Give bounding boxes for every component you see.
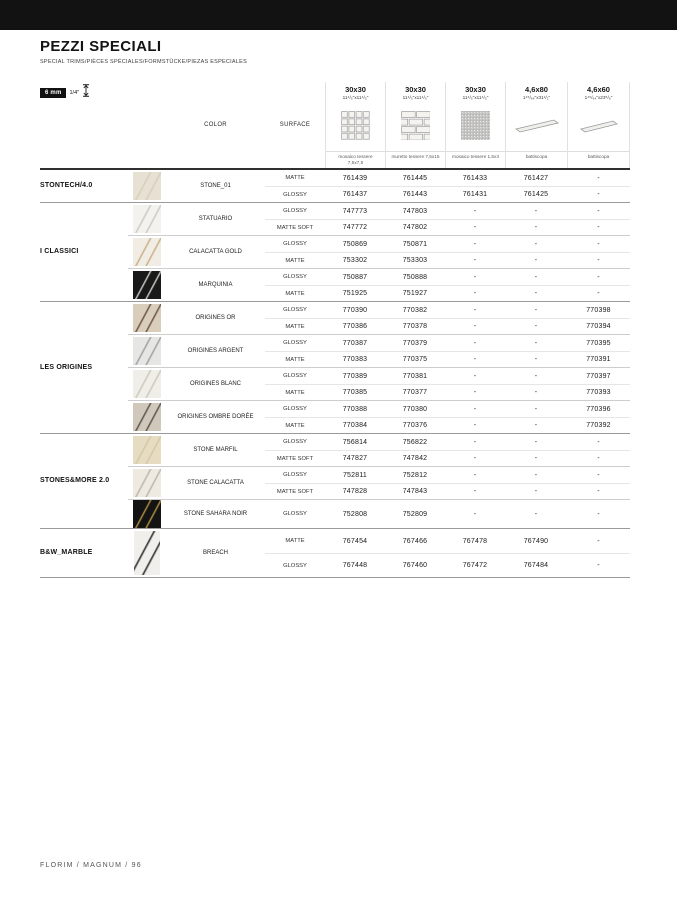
product-row bbox=[265, 219, 630, 235]
color-rows bbox=[265, 203, 630, 235]
code-cell: - bbox=[473, 257, 477, 264]
color-swatch bbox=[133, 238, 161, 266]
size-inches-label: 1⁴⁵/₆₄"x31¹/₂" bbox=[522, 95, 551, 100]
product-desc-label: mosaico tessere 1,5x3 bbox=[446, 151, 505, 168]
code-cell: 752809 bbox=[402, 510, 428, 518]
code-cell: - bbox=[534, 207, 538, 215]
code-cell: - bbox=[597, 207, 600, 215]
code-cell: 752811 bbox=[342, 471, 368, 479]
code-cell: 770392 bbox=[586, 422, 611, 429]
color-swatch bbox=[133, 205, 161, 233]
code-cell: - bbox=[597, 174, 600, 182]
series-group bbox=[40, 170, 630, 202]
color-block bbox=[128, 367, 630, 400]
product-row bbox=[265, 186, 630, 202]
swatch-cell bbox=[128, 337, 166, 365]
product-desc-label: mosaico tessere 7,5x7,5 bbox=[326, 151, 385, 168]
surface-cell: MATTE bbox=[285, 389, 305, 396]
code-cell: 770381 bbox=[402, 372, 428, 380]
code-cell: - bbox=[534, 323, 538, 330]
product-row bbox=[265, 170, 630, 186]
series-colors bbox=[128, 529, 630, 577]
code-cell: 767454 bbox=[342, 537, 368, 545]
color-block bbox=[128, 334, 630, 367]
code-cell: - bbox=[473, 510, 477, 518]
color-block bbox=[128, 235, 630, 268]
series-colors bbox=[128, 170, 630, 202]
code-cell: - bbox=[473, 339, 477, 347]
code-cell: 747828 bbox=[342, 488, 368, 495]
battiscopa-icon bbox=[579, 100, 619, 151]
series-colors bbox=[128, 203, 630, 301]
color-rows bbox=[265, 302, 630, 334]
product-row bbox=[265, 483, 630, 499]
color-swatch bbox=[133, 337, 161, 365]
code-cell: 770390 bbox=[342, 306, 368, 314]
color-rows bbox=[265, 401, 630, 433]
color-column-header: COLOR bbox=[204, 122, 227, 128]
code-cell: 770384 bbox=[342, 422, 368, 429]
color-rows bbox=[265, 269, 630, 301]
code-cell: - bbox=[534, 422, 538, 429]
series-group bbox=[40, 433, 630, 528]
code-cell: - bbox=[473, 372, 477, 380]
code-cell: - bbox=[473, 455, 477, 462]
size-inches-label: 11⁴/₅"x11⁴/₅" bbox=[342, 95, 369, 100]
code-cell: - bbox=[597, 455, 600, 462]
code-cell: 747843 bbox=[402, 488, 428, 495]
code-cell: 751925 bbox=[342, 290, 368, 297]
code-cell: 770391 bbox=[586, 356, 611, 363]
code-cell: 747773 bbox=[342, 207, 368, 215]
code-cell: - bbox=[473, 438, 477, 446]
code-cell: - bbox=[473, 389, 477, 396]
surface-cell: GLOSSY bbox=[283, 406, 307, 412]
code-cell: - bbox=[597, 257, 600, 264]
code-cell: - bbox=[473, 290, 477, 297]
code-cell: - bbox=[597, 562, 600, 569]
code-cell: - bbox=[473, 488, 477, 495]
color-rows bbox=[265, 170, 630, 202]
surface-cell: MATTE SOFT bbox=[276, 455, 314, 462]
product-row bbox=[265, 553, 630, 577]
surface-cell: GLOSSY bbox=[283, 511, 307, 517]
code-cell: 753302 bbox=[342, 257, 368, 264]
color-name: ORIGINES BLANC bbox=[189, 380, 241, 387]
code-cell: 770376 bbox=[402, 422, 428, 429]
code-cell: 750888 bbox=[402, 273, 428, 281]
code-cell: 770396 bbox=[586, 405, 611, 413]
surface-column-header: SURFACE bbox=[279, 122, 311, 128]
code-cell: - bbox=[473, 471, 477, 479]
code-cell: - bbox=[473, 405, 477, 413]
product-column-header-battiscopa-80 bbox=[505, 82, 567, 168]
color-rows bbox=[265, 434, 630, 466]
color-swatch bbox=[133, 172, 161, 200]
surface-cell: MATTE SOFT bbox=[276, 224, 314, 231]
code-cell: 750871 bbox=[402, 240, 428, 248]
code-cell: - bbox=[534, 488, 538, 495]
code-cell: 770377 bbox=[402, 389, 428, 396]
color-name: STONE_01 bbox=[200, 182, 231, 189]
code-cell: 770382 bbox=[402, 306, 428, 314]
code-cell: 751927 bbox=[402, 290, 428, 297]
code-cell: 756814 bbox=[342, 438, 368, 446]
color-name: BREACH bbox=[202, 549, 228, 556]
code-cell: - bbox=[534, 389, 538, 396]
code-cell: 761445 bbox=[402, 174, 428, 182]
surface-cell: MATTE bbox=[285, 538, 305, 544]
code-cell: - bbox=[473, 273, 477, 281]
color-name: ORIGINES OMBRE DORÉE bbox=[177, 413, 254, 420]
thickness-inches: 1/4" bbox=[69, 90, 80, 96]
product-row bbox=[265, 450, 630, 466]
code-cell: - bbox=[597, 510, 600, 518]
page-footer: FLORIM / MAGNUM / 96 bbox=[40, 862, 142, 869]
color-name: STONE SAHARA NOIR bbox=[183, 510, 248, 517]
code-cell: 747842 bbox=[402, 455, 428, 462]
code-cell: 761439 bbox=[342, 174, 368, 182]
table-header bbox=[40, 82, 630, 170]
color-block bbox=[128, 268, 630, 301]
products-table bbox=[40, 82, 630, 578]
surface-cell: GLOSSY bbox=[283, 472, 307, 478]
series-label: B&W_MARBLE bbox=[40, 549, 93, 557]
code-cell: 770387 bbox=[342, 339, 368, 347]
color-swatch bbox=[133, 370, 161, 398]
product-desc-label: battiscopa bbox=[506, 151, 567, 168]
code-cell: - bbox=[534, 290, 538, 297]
surface-cell: MATTE bbox=[285, 323, 305, 330]
code-cell: - bbox=[597, 537, 600, 545]
swatch-cell bbox=[128, 205, 166, 233]
surface-cell: MATTE bbox=[285, 356, 305, 363]
code-cell: 767472 bbox=[462, 562, 488, 569]
code-cell: - bbox=[473, 323, 477, 330]
swatch-cell bbox=[128, 172, 166, 200]
color-block bbox=[128, 302, 630, 334]
product-desc-label: battiscopa bbox=[568, 151, 629, 168]
product-row bbox=[265, 335, 630, 351]
code-cell: - bbox=[597, 488, 600, 495]
product-row bbox=[265, 384, 630, 400]
color-name: STATUARIO bbox=[198, 215, 233, 222]
code-cell: 770383 bbox=[342, 356, 368, 363]
code-cell: 752808 bbox=[342, 510, 368, 518]
code-cell: 767484 bbox=[523, 562, 549, 569]
code-cell: 770379 bbox=[402, 339, 428, 347]
code-cell: 770398 bbox=[586, 306, 611, 314]
color-swatch bbox=[133, 469, 161, 497]
code-cell: - bbox=[534, 438, 538, 446]
surface-cell: GLOSSY bbox=[283, 241, 307, 247]
color-rows bbox=[265, 500, 630, 528]
color-block bbox=[128, 466, 630, 499]
muretto-brick-icon bbox=[401, 100, 430, 151]
color-block bbox=[128, 400, 630, 433]
color-rows bbox=[265, 467, 630, 499]
code-cell: - bbox=[597, 191, 600, 198]
product-column-header-battiscopa-60 bbox=[567, 82, 630, 168]
code-cell: - bbox=[597, 438, 600, 446]
color-swatch bbox=[133, 500, 161, 528]
code-cell: - bbox=[597, 290, 600, 297]
code-cell: - bbox=[534, 306, 538, 314]
color-swatch bbox=[133, 436, 161, 464]
code-cell: 761431 bbox=[462, 191, 488, 198]
code-cell: 767460 bbox=[402, 562, 428, 569]
swatch-cell bbox=[128, 403, 166, 431]
code-cell: - bbox=[473, 306, 477, 314]
code-cell: - bbox=[534, 455, 538, 462]
code-cell: 747827 bbox=[342, 455, 368, 462]
series-group bbox=[40, 301, 630, 433]
color-name: STONE CALACATTA bbox=[187, 479, 244, 486]
series-colors bbox=[128, 302, 630, 433]
thickness-value: 6 mm bbox=[40, 88, 66, 98]
color-name: ORIGINES OR bbox=[195, 314, 236, 321]
thickness-badge bbox=[40, 84, 128, 102]
product-row bbox=[265, 351, 630, 367]
code-cell: - bbox=[534, 405, 538, 413]
color-rows bbox=[265, 236, 630, 268]
code-cell: 761425 bbox=[523, 191, 549, 198]
mosaic-grid-icon bbox=[341, 100, 370, 151]
surface-cell: GLOSSY bbox=[283, 274, 307, 280]
color-swatch bbox=[133, 304, 161, 332]
size-label: 30x30 bbox=[345, 85, 366, 94]
code-cell: - bbox=[534, 224, 538, 231]
code-cell: - bbox=[534, 471, 538, 479]
series-group bbox=[40, 202, 630, 301]
code-cell: 761427 bbox=[523, 174, 549, 182]
surface-cell: GLOSSY bbox=[283, 191, 307, 198]
product-row bbox=[265, 236, 630, 252]
series-label: STONES&MORE 2.0 bbox=[40, 477, 110, 485]
code-cell: - bbox=[534, 240, 538, 248]
surface-cell: GLOSSY bbox=[283, 340, 307, 346]
color-block bbox=[128, 203, 630, 235]
surface-cell: MATTE bbox=[285, 422, 305, 429]
series-label: LES ORIGINES bbox=[40, 363, 93, 371]
code-cell: - bbox=[597, 471, 600, 479]
swatch-cell bbox=[128, 304, 166, 332]
size-label: 4,6x80 bbox=[525, 85, 548, 94]
code-cell: 770388 bbox=[342, 405, 368, 413]
code-cell: 753303 bbox=[402, 257, 428, 264]
header-swatch-cell bbox=[128, 82, 166, 168]
code-cell: 770393 bbox=[586, 389, 611, 396]
surface-cell: GLOSSY bbox=[283, 307, 307, 313]
code-cell: 770389 bbox=[342, 372, 368, 380]
product-row bbox=[265, 269, 630, 285]
product-row bbox=[265, 467, 630, 483]
swatch-cell bbox=[128, 238, 166, 266]
swatch-cell bbox=[128, 436, 166, 464]
code-cell: - bbox=[534, 372, 538, 380]
product-row bbox=[265, 302, 630, 318]
color-block bbox=[128, 499, 630, 528]
page-title: PEZZI SPECIALI bbox=[40, 38, 162, 55]
product-row bbox=[265, 417, 630, 433]
code-cell: - bbox=[534, 273, 538, 281]
surface-cell: GLOSSY bbox=[283, 562, 307, 569]
header-series-cell bbox=[40, 82, 128, 168]
color-rows bbox=[265, 335, 630, 367]
surface-cell: MATTE bbox=[285, 175, 305, 181]
product-row bbox=[265, 368, 630, 384]
product-row bbox=[265, 401, 630, 417]
code-cell: - bbox=[597, 224, 600, 231]
swatch-cell bbox=[128, 500, 166, 528]
top-black-bar bbox=[0, 0, 677, 30]
code-cell: - bbox=[534, 356, 538, 363]
code-cell: 761443 bbox=[402, 191, 428, 198]
code-cell: 756822 bbox=[402, 438, 428, 446]
product-row bbox=[265, 285, 630, 301]
series-label: STONTECH/4.0 bbox=[40, 182, 93, 190]
fine-mosaic-icon bbox=[461, 100, 490, 151]
color-rows bbox=[265, 529, 630, 577]
product-row bbox=[265, 500, 630, 528]
color-name: MARQUINIA bbox=[198, 281, 233, 288]
swatch-cell bbox=[128, 370, 166, 398]
color-swatch bbox=[134, 531, 160, 575]
code-cell: 770395 bbox=[586, 339, 611, 347]
code-cell: - bbox=[473, 356, 477, 363]
code-cell: 770394 bbox=[586, 323, 611, 330]
battiscopa-icon bbox=[514, 100, 560, 151]
surface-cell: GLOSSY bbox=[283, 439, 307, 445]
table-body bbox=[40, 170, 630, 578]
code-cell: 747802 bbox=[402, 224, 428, 231]
code-cell: - bbox=[597, 240, 600, 248]
color-name: STONE MARFIL bbox=[193, 446, 238, 453]
color-name: ORIGINES ARGENT bbox=[187, 347, 244, 354]
code-cell: 767448 bbox=[342, 562, 368, 569]
code-cell: - bbox=[534, 339, 538, 347]
series-colors bbox=[128, 434, 630, 528]
code-cell: 770378 bbox=[402, 323, 428, 330]
product-row bbox=[265, 434, 630, 450]
code-cell: 761433 bbox=[462, 174, 488, 182]
code-cell: - bbox=[473, 240, 477, 248]
series-group bbox=[40, 528, 630, 577]
code-cell: 747803 bbox=[402, 207, 428, 215]
surface-cell: GLOSSY bbox=[283, 208, 307, 214]
product-column-header-fine-mosaic bbox=[445, 82, 505, 168]
code-cell: 750869 bbox=[342, 240, 368, 248]
code-cell: - bbox=[597, 273, 600, 281]
surface-cell: MATTE bbox=[285, 257, 305, 264]
code-cell: 770375 bbox=[402, 356, 428, 363]
code-cell: 770386 bbox=[342, 323, 368, 330]
code-cell: 767490 bbox=[523, 537, 549, 545]
product-column-header-mosaic bbox=[325, 82, 385, 168]
code-cell: 767478 bbox=[462, 537, 488, 545]
code-cell: 752812 bbox=[402, 471, 428, 479]
product-row bbox=[265, 529, 630, 553]
code-cell: 770385 bbox=[342, 389, 368, 396]
size-label: 4,6x60 bbox=[587, 85, 610, 94]
page-subtitle: SPECIAL TRIMS/PIÈCES SPÉCIALES/FORMSTÜCKE/PIEZAS ESPECIALES bbox=[40, 59, 248, 65]
code-cell: 770380 bbox=[402, 405, 428, 413]
surface-cell: MATTE bbox=[285, 290, 305, 297]
swatch-cell bbox=[128, 531, 166, 575]
code-cell: - bbox=[534, 257, 538, 264]
series-label: I CLASSICI bbox=[40, 248, 79, 256]
code-cell: - bbox=[473, 422, 477, 429]
code-cell: - bbox=[534, 510, 538, 518]
code-cell: 767466 bbox=[402, 537, 428, 545]
thickness-arrow-icon bbox=[82, 84, 90, 102]
color-rows bbox=[265, 368, 630, 400]
product-column-header-muretto bbox=[385, 82, 445, 168]
product-row bbox=[265, 203, 630, 219]
color-name: CALACATTA GOLD bbox=[189, 248, 242, 255]
code-cell: 770397 bbox=[586, 372, 611, 380]
color-block bbox=[128, 170, 630, 202]
size-inches-label: 11⁴/₅"x11⁴/₅" bbox=[462, 95, 489, 100]
code-cell: - bbox=[473, 224, 477, 231]
product-row bbox=[265, 252, 630, 268]
product-desc-label: muretto tessere 7,5x15 bbox=[386, 151, 445, 168]
color-swatch bbox=[133, 403, 161, 431]
size-inches-label: 1⁴⁵/₆₄"x23⁵/₈" bbox=[584, 95, 613, 100]
color-block bbox=[128, 434, 630, 466]
size-label: 30x30 bbox=[405, 85, 426, 94]
swatch-cell bbox=[128, 271, 166, 299]
product-row bbox=[265, 318, 630, 334]
code-cell: - bbox=[473, 207, 477, 215]
size-inches-label: 11⁴/₅"x11⁴/₅" bbox=[402, 95, 429, 100]
code-cell: 750887 bbox=[342, 273, 368, 281]
code-cell: 761437 bbox=[342, 191, 368, 198]
code-cell: 747772 bbox=[342, 224, 368, 231]
color-block bbox=[128, 529, 630, 577]
size-label: 30x30 bbox=[465, 85, 486, 94]
surface-cell: GLOSSY bbox=[283, 373, 307, 379]
surface-cell: MATTE SOFT bbox=[276, 488, 314, 495]
swatch-cell bbox=[128, 469, 166, 497]
color-swatch bbox=[133, 271, 161, 299]
